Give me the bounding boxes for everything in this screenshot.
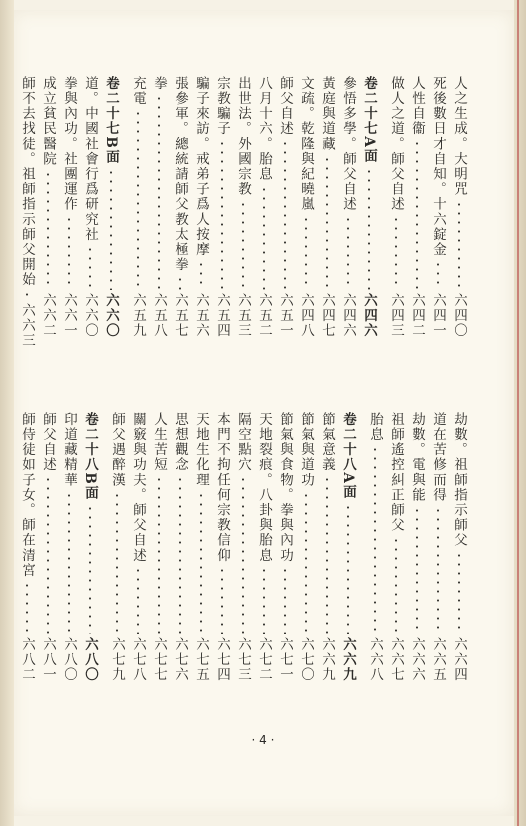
toc-entry-title: 黃庭與道藏 bbox=[319, 76, 335, 152]
toc-entry bbox=[59, 412, 78, 682]
toc-entry-title: 人生苦短 bbox=[151, 412, 167, 473]
toc-entry-title: 劫數。電與能 bbox=[409, 412, 425, 503]
toc-page-number: 六六七 bbox=[388, 636, 404, 682]
toc-entry bbox=[407, 76, 426, 338]
toc-page-number: 六七五 bbox=[193, 636, 209, 682]
dot-leader bbox=[110, 168, 112, 290]
toc-entry bbox=[107, 412, 126, 682]
toc-entry-title: 人性自衞 bbox=[409, 76, 425, 137]
dot-leader bbox=[263, 185, 265, 290]
toc-entry bbox=[170, 412, 189, 682]
dot-leader bbox=[368, 167, 370, 290]
toc-page-number: 六八〇 bbox=[61, 636, 77, 682]
toc-entry bbox=[17, 412, 36, 682]
toc-entry-title: 成立貧民醫院 bbox=[40, 76, 56, 167]
dot-leader bbox=[179, 475, 181, 633]
dot-leader bbox=[284, 566, 286, 634]
dot-leader bbox=[221, 139, 223, 289]
toc-page-number: 六四〇 bbox=[451, 292, 467, 338]
dot-leader bbox=[437, 506, 439, 634]
toc-page-number: 六五三 bbox=[235, 292, 251, 338]
toc-entry bbox=[449, 76, 468, 338]
toc-page-number: 六五八 bbox=[151, 292, 167, 338]
toc-page-number: 六七九 bbox=[109, 636, 125, 682]
dot-leader bbox=[47, 170, 49, 290]
toc-page-number: 六五七 bbox=[172, 292, 188, 338]
toc-page-number: 六四七 bbox=[319, 292, 335, 338]
dot-leader bbox=[284, 139, 286, 289]
toc-entry-title: 出世法。外國宗教 bbox=[235, 76, 251, 197]
dot-leader bbox=[89, 504, 91, 634]
toc-entry-title: 做人之道。師父自述 bbox=[388, 76, 404, 212]
dot-leader bbox=[347, 503, 349, 634]
toc-page-number: 六四二 bbox=[409, 292, 425, 338]
toc-page-number: 六六五 bbox=[430, 636, 446, 682]
section-heading-label: 卷二十七B面 bbox=[103, 76, 119, 165]
toc-entry bbox=[428, 412, 447, 682]
page-gutter bbox=[0, 0, 14, 826]
dot-leader bbox=[89, 245, 91, 290]
toc-entry bbox=[428, 76, 447, 338]
toc-page-number: 六六二 bbox=[40, 292, 56, 338]
dot-leader bbox=[305, 215, 307, 290]
toc-entry-title: 死後數日才自知。十六錠金 bbox=[430, 76, 446, 258]
dot-leader bbox=[263, 566, 265, 634]
dot-leader bbox=[26, 290, 28, 300]
section-heading bbox=[80, 412, 99, 682]
toc-entry bbox=[296, 412, 315, 682]
toc-page-number: 六四六 bbox=[361, 292, 377, 338]
dot-leader bbox=[305, 491, 307, 634]
toc-page-number: 六八一 bbox=[40, 636, 56, 682]
toc-page-number: 六四三 bbox=[388, 292, 404, 338]
dot-leader bbox=[200, 260, 202, 289]
toc-entry-title: 節氣與道功 bbox=[298, 412, 314, 488]
toc-page-number: 六七〇 bbox=[298, 636, 314, 682]
toc-entry bbox=[338, 76, 357, 338]
toc-upper-block bbox=[19, 76, 468, 349]
toc-entry bbox=[38, 412, 57, 682]
dot-leader bbox=[416, 139, 418, 289]
toc-page-number: 六六四 bbox=[451, 636, 467, 682]
section-heading bbox=[338, 412, 357, 682]
toc-page-number: 六八〇 bbox=[82, 636, 98, 682]
toc-entry bbox=[212, 412, 231, 682]
toc-entry bbox=[254, 412, 273, 682]
toc-page-number: 六五四 bbox=[214, 292, 230, 338]
toc-entry-title: 師父自述 bbox=[277, 76, 293, 137]
toc-entry bbox=[170, 76, 189, 338]
toc-entry-title: 隔空點穴 bbox=[235, 412, 251, 473]
dot-leader bbox=[116, 491, 118, 634]
dot-leader bbox=[416, 506, 418, 634]
toc-page-number: 六五一 bbox=[277, 292, 293, 338]
toc-entry-title: 宗教騙子 bbox=[214, 76, 230, 137]
toc-page-number: 六七三 bbox=[235, 636, 251, 682]
toc-entry-title: 本門不拘任何宗教信仰 bbox=[214, 412, 230, 563]
toc-entry-title: 師侍徒如子女。師在清宮 bbox=[19, 412, 35, 579]
section-heading bbox=[359, 76, 378, 338]
toc-entry bbox=[128, 76, 147, 338]
toc-page-number: 六七七 bbox=[151, 636, 167, 682]
toc-entry bbox=[449, 412, 468, 682]
toc-entry-title: 道在苦修而得 bbox=[430, 412, 446, 503]
dot-leader bbox=[26, 581, 28, 634]
toc-page-number: 六五六 bbox=[193, 292, 209, 338]
toc-entry bbox=[149, 412, 168, 682]
section-heading-label: 卷二十八B面 bbox=[82, 412, 98, 501]
toc-entry bbox=[149, 76, 168, 338]
dot-leader bbox=[242, 475, 244, 633]
toc-entry bbox=[191, 412, 210, 682]
dot-leader bbox=[458, 551, 460, 634]
toc-entry bbox=[386, 76, 405, 338]
section-heading bbox=[101, 76, 120, 338]
toc-entry-title: 拳與內功。社團運作 bbox=[61, 76, 77, 212]
toc-entry-title: 參悟多學。師父自述 bbox=[340, 76, 356, 212]
toc-lower-block bbox=[19, 412, 468, 682]
toc-page-number: 六七一 bbox=[277, 636, 293, 682]
toc-entry bbox=[59, 76, 78, 338]
page-number: · 4 · bbox=[251, 733, 275, 747]
section-heading-label: 卷二十八A面 bbox=[340, 412, 356, 500]
toc-entry bbox=[275, 76, 294, 338]
ribbon-edge bbox=[517, 0, 519, 826]
dot-leader bbox=[437, 260, 439, 289]
dot-leader bbox=[137, 566, 139, 634]
toc-entry-title: 師父遇醉漢 bbox=[109, 412, 125, 488]
toc-entry-title: 印道藏精華 bbox=[61, 412, 77, 488]
toc-page-number: 六七八 bbox=[130, 636, 146, 682]
toc-entry bbox=[275, 412, 294, 682]
dot-leader bbox=[68, 215, 70, 290]
toc-entry bbox=[212, 76, 231, 338]
toc-page-number: 六六九 bbox=[340, 636, 356, 682]
toc-entry-title: 師不去找徒。祖師指示師父開始 bbox=[19, 76, 35, 288]
toc-entry-title: 天地生化理 bbox=[193, 412, 209, 488]
toc-entry-title: 劫數。祖師指示師父 bbox=[451, 412, 467, 548]
dot-leader bbox=[179, 275, 181, 289]
toc-entry bbox=[365, 412, 384, 682]
dot-leader bbox=[158, 475, 160, 633]
toc-page-number: 六四一 bbox=[430, 292, 446, 338]
dot-leader bbox=[347, 215, 349, 290]
toc-entry bbox=[407, 412, 426, 682]
dot-leader bbox=[221, 566, 223, 634]
toc-page-number: 六五二 bbox=[256, 292, 272, 338]
toc-entry bbox=[296, 76, 315, 338]
toc-page-number: 六六〇 bbox=[103, 292, 119, 338]
toc-entry bbox=[317, 76, 336, 338]
toc-entry-title: 節氣意義 bbox=[319, 412, 335, 473]
toc-page-number: 六四八 bbox=[298, 292, 314, 338]
toc-entry-title: 節氣與食物。拳與內功 bbox=[277, 412, 293, 563]
toc-entry-title: 道。中國社會行爲研究社 bbox=[82, 76, 98, 243]
toc-page-number: 六六九 bbox=[319, 636, 335, 682]
dot-leader bbox=[326, 155, 328, 290]
toc-entry bbox=[191, 76, 210, 338]
toc-page-number: 六七六 bbox=[172, 636, 188, 682]
toc-entry-title: 拳 bbox=[151, 76, 167, 92]
toc-page-number: 六六三 bbox=[19, 303, 35, 349]
toc-page-number: 六六〇 bbox=[82, 292, 98, 338]
toc-page-number: 六七四 bbox=[214, 636, 230, 682]
toc-entry bbox=[80, 76, 99, 338]
dot-leader bbox=[137, 109, 139, 289]
toc-entry-title: 騙子來訪。戒弟子爲人按摩 bbox=[193, 76, 209, 258]
toc-entry-title: 文疏。乾隆與紀曉嵐 bbox=[298, 76, 314, 212]
dot-leader bbox=[374, 445, 376, 633]
toc-entry-title: 天地裂痕。八卦與胎息 bbox=[256, 412, 272, 563]
toc-page-number: 六八二 bbox=[19, 636, 35, 682]
toc-page-number: 六六六 bbox=[409, 636, 425, 682]
toc-page-number: 六六八 bbox=[367, 636, 383, 682]
toc-entry bbox=[317, 412, 336, 682]
toc-entry-title: 祖師遙控糾正師父 bbox=[388, 412, 404, 533]
toc-entry-title: 張參軍。總統請師父教太極拳 bbox=[172, 76, 188, 273]
toc-entry bbox=[254, 76, 273, 338]
toc-page-number: 六四六 bbox=[340, 292, 356, 338]
dot-leader bbox=[68, 491, 70, 634]
toc-entry-title: 充電 bbox=[130, 76, 146, 107]
toc-page-number: 六七二 bbox=[256, 636, 272, 682]
dot-leader bbox=[242, 200, 244, 290]
dot-leader bbox=[458, 200, 460, 290]
toc-entry-title: 八月十六。胎息 bbox=[256, 76, 272, 182]
dot-leader bbox=[395, 536, 397, 634]
toc-entry bbox=[17, 76, 36, 349]
toc-entry-title: 胎息 bbox=[367, 412, 383, 443]
section-heading-label: 卷二十七A面 bbox=[361, 76, 377, 164]
page-edge bbox=[514, 0, 526, 826]
toc-entry bbox=[233, 412, 252, 682]
toc-entry bbox=[38, 76, 57, 338]
dot-leader bbox=[326, 475, 328, 633]
toc-entry-title: 關竅與功夫。師父自述 bbox=[130, 412, 146, 563]
dot-leader bbox=[395, 215, 397, 290]
dot-leader bbox=[200, 491, 202, 634]
toc-page-number: 六六一 bbox=[61, 292, 77, 338]
toc-entry bbox=[386, 412, 405, 682]
toc-entry bbox=[233, 76, 252, 338]
toc-page-number: 六五九 bbox=[130, 292, 146, 338]
dot-leader bbox=[158, 94, 160, 290]
toc-entry bbox=[128, 412, 147, 682]
toc-entry-title: 師父自述 bbox=[40, 412, 56, 473]
toc-entry-title: 人之生成。大明咒 bbox=[451, 76, 467, 197]
toc-entry-title: 思想觀念 bbox=[172, 412, 188, 473]
dot-leader bbox=[47, 475, 49, 633]
